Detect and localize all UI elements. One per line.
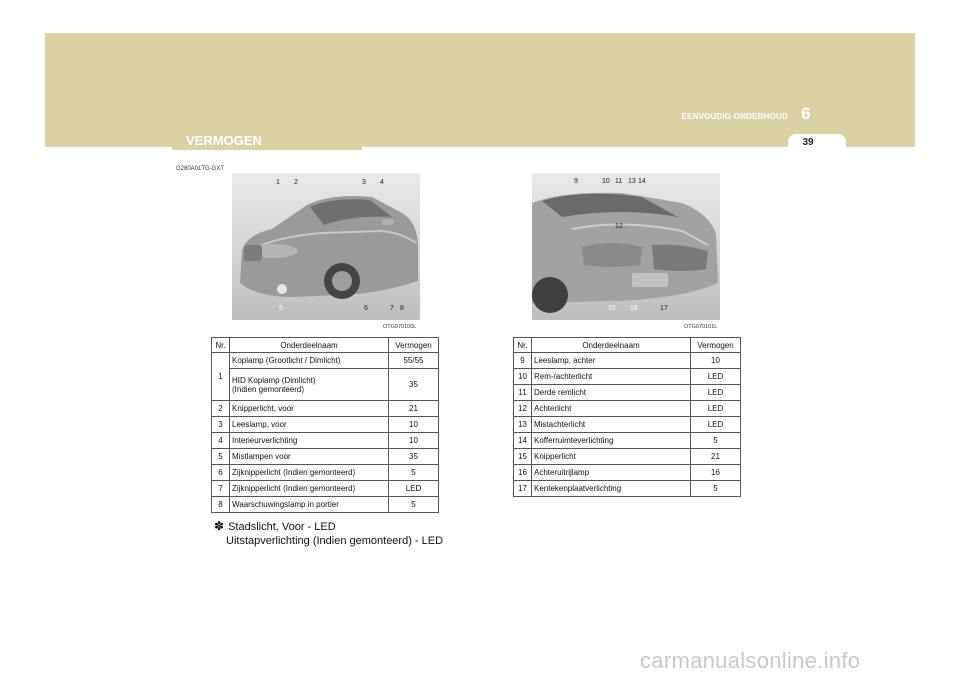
table-row	[212, 449, 439, 465]
car-rear-photo	[532, 173, 720, 320]
header-name: Onderdeelnaam	[230, 338, 389, 353]
table-header-row	[514, 338, 741, 353]
row-name: Achteruitrijlamp	[532, 465, 691, 481]
watermark: carmanualsonline.info	[640, 648, 861, 673]
row-power: LED	[691, 401, 741, 417]
rear-bulb-table	[513, 337, 741, 497]
row-name: Knipperlicht	[532, 449, 691, 465]
row-power: LED	[691, 385, 741, 401]
table-row	[212, 433, 439, 449]
row-nr: 8	[212, 497, 230, 513]
callout-9: 9	[574, 178, 578, 185]
footnote-line-2: Uitstapverlichting (Indien gemonteerd) - LED	[226, 535, 444, 547]
row-nr: 6	[212, 465, 230, 481]
callout-1: 1	[276, 179, 280, 186]
table-row	[212, 401, 439, 417]
table-row	[514, 465, 741, 481]
row-nr: 9	[514, 353, 532, 369]
callout-2: 2	[294, 179, 298, 186]
table-row	[514, 449, 741, 465]
row-name-line: (Indien gemonteerd)	[232, 384, 305, 394]
callout-8: 8	[400, 305, 404, 312]
row-power: 21	[389, 401, 439, 417]
figure-left-code: OTG070100L	[383, 324, 417, 330]
row-nr: 1	[212, 353, 230, 401]
row-name-line: HID Koplamp (Dimlicht)	[232, 375, 316, 385]
table-row	[212, 481, 439, 497]
table-row	[514, 433, 741, 449]
row-power: LED	[389, 481, 439, 497]
row-nr: 11	[514, 385, 532, 401]
callout-15: 15	[608, 305, 616, 312]
header-power: Vermogen	[389, 338, 439, 353]
table-row	[514, 401, 741, 417]
table-row	[514, 369, 741, 385]
chapter-label: EENVOUDIG ONDERHOUD	[681, 112, 788, 121]
row-nr: 10	[514, 369, 532, 385]
table-row	[212, 465, 439, 481]
row-nr: 2	[212, 401, 230, 417]
row-name: Mistachterlicht	[532, 417, 691, 433]
callout-6: 6	[364, 305, 368, 312]
footnote-line-1: Stadslicht, Voor - LED	[228, 521, 336, 533]
callout-7: 7	[390, 305, 394, 312]
table-row	[514, 417, 741, 433]
callout-17: 17	[660, 305, 668, 312]
row-power: 5	[691, 481, 741, 497]
header-nr: Nr.	[514, 338, 532, 353]
row-power: 35	[389, 369, 439, 401]
row-nr: 12	[514, 401, 532, 417]
row-name: Mistlampen voor	[230, 449, 389, 465]
row-power: 5	[691, 433, 741, 449]
row-nr: 5	[212, 449, 230, 465]
row-power: 35	[389, 449, 439, 465]
table-row	[212, 417, 439, 433]
callout-10: 10	[602, 178, 610, 185]
row-nr: 3	[212, 417, 230, 433]
car-front-illustration	[232, 173, 420, 320]
row-power: 16	[691, 465, 741, 481]
row-power: 5	[389, 465, 439, 481]
row-name: Kentekenplaatverlichting	[532, 481, 691, 497]
row-nr: 4	[212, 433, 230, 449]
row-nr: 13	[514, 417, 532, 433]
header-power: Vermogen	[691, 338, 741, 353]
callout-12: 12	[615, 223, 623, 230]
row-power: 10	[389, 417, 439, 433]
callout-14: 14	[638, 178, 646, 185]
table-row	[514, 385, 741, 401]
row-nr: 15	[514, 449, 532, 465]
header-nr: Nr.	[212, 338, 230, 353]
row-name: Interieurverlichting	[230, 433, 389, 449]
row-nr: 17	[514, 481, 532, 497]
callout-3: 3	[362, 179, 366, 186]
callout-13: 13	[628, 178, 636, 185]
table-row	[212, 353, 439, 369]
row-name: Rem-/achterlicht	[532, 369, 691, 385]
table-row	[514, 481, 741, 497]
row-name: Leeslamp, voor	[230, 417, 389, 433]
row-name: Leeslamp, achter	[532, 353, 691, 369]
row-power: 10	[691, 353, 741, 369]
car-rear-illustration	[532, 173, 720, 320]
row-power: 5	[389, 497, 439, 513]
table-row	[212, 369, 439, 401]
front-bulb-table	[211, 337, 439, 513]
table-header-row	[212, 338, 439, 353]
row-name: Kofferruimteverlichting	[532, 433, 691, 449]
row-name: Knipperlicht, voor	[230, 401, 389, 417]
row-name: Zijknipperlicht (Indien gemonteerd)	[230, 465, 389, 481]
row-power: 21	[691, 449, 741, 465]
row-name: Koplamp (Grootlicht / Dimlicht)	[230, 353, 389, 369]
callout-4: 4	[380, 179, 384, 186]
row-power: 55/55	[389, 353, 439, 369]
row-name: Derde remlicht	[532, 385, 691, 401]
row-name: Waarschuwingslamp in portier	[230, 497, 389, 513]
table-row	[212, 497, 439, 513]
row-power: LED	[691, 417, 741, 433]
header-name: Onderdeelnaam	[532, 338, 691, 353]
table-row	[514, 353, 741, 369]
car-front-photo	[232, 173, 420, 320]
footnote	[214, 519, 443, 548]
row-name: Zijknipperlicht (Indien gemonteerd)	[230, 481, 389, 497]
row-nr: 14	[514, 433, 532, 449]
page-number: 39	[802, 137, 814, 148]
row-power: 10	[389, 433, 439, 449]
row-nr: 16	[514, 465, 532, 481]
row-name	[230, 369, 389, 401]
footnote-star-icon: ✽	[214, 519, 225, 533]
row-name: Achterlicht	[532, 401, 691, 417]
row-nr: 7	[212, 481, 230, 497]
callout-11: 11	[615, 178, 623, 185]
callout-5: 5	[279, 305, 283, 312]
chapter-number: 6	[801, 104, 811, 123]
figure-right-code: OTG070101L	[684, 324, 718, 330]
section-title: VERMOGEN	[178, 133, 270, 149]
callout-16: 16	[630, 305, 638, 312]
document-code: G280A01TG-GXT	[176, 166, 225, 172]
row-power: LED	[691, 369, 741, 385]
